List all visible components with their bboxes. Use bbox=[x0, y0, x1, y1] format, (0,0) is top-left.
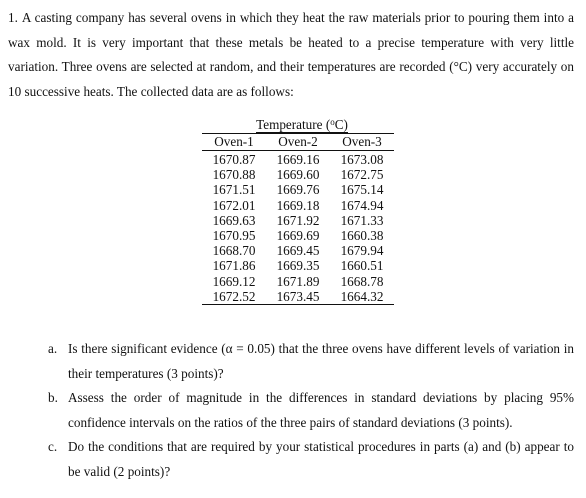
table-cell-oven-1: 1672.01 bbox=[212, 197, 256, 213]
question-list bbox=[48, 337, 574, 484]
table-cell-oven-1: 1668.70 bbox=[212, 243, 256, 259]
column-header-oven-1: Oven-1 bbox=[202, 134, 266, 151]
table-cell-oven-1: 1669.12 bbox=[212, 273, 256, 289]
table-cell-oven-2: 1671.89 bbox=[276, 273, 320, 289]
table-cell-oven-3: 1672.75 bbox=[340, 167, 384, 183]
problem-intro-text: A casting company has several ovens in which they heat the raw materials prior to pouring them into a wax mold. It is very important that these metals be heated to a precise temperature with very little variation. Three ovens are selected at random, and their temperatures are recorded (°C) very accurately on 10 successive heats. The collected data are as follows: bbox=[8, 10, 574, 99]
table-cell-oven-2: 1669.60 bbox=[276, 167, 320, 183]
table-row bbox=[202, 258, 394, 273]
table-cell-oven-2: 1669.76 bbox=[276, 182, 320, 198]
table-cell-oven-2: 1669.35 bbox=[276, 258, 320, 274]
table-header-row bbox=[202, 134, 394, 151]
table-row bbox=[202, 198, 394, 213]
table-cell-oven-1: 1671.86 bbox=[212, 258, 256, 274]
table-row bbox=[202, 289, 394, 305]
table-row bbox=[202, 228, 394, 243]
table-cell-oven-3: 1674.94 bbox=[340, 197, 384, 213]
table-caption-suffix: C) bbox=[334, 117, 348, 132]
table-cell-oven-3: 1675.14 bbox=[340, 182, 384, 198]
table-caption-prefix: Temperature ( bbox=[256, 117, 331, 132]
question-mark: b. bbox=[48, 390, 58, 405]
table-cell-oven-1: 1669.63 bbox=[212, 212, 256, 228]
table-cell-oven-1: 1670.88 bbox=[212, 167, 256, 183]
table-cell-oven-1: 1670.95 bbox=[212, 228, 256, 244]
table-row bbox=[202, 182, 394, 197]
question-mark: a. bbox=[48, 341, 58, 356]
table-row bbox=[202, 274, 394, 289]
temperature-table bbox=[202, 133, 394, 305]
table-cell-oven-1: 1672.52 bbox=[212, 288, 256, 304]
table-cell-oven-2: 1671.92 bbox=[276, 212, 320, 228]
column-header-oven-2: Oven-2 bbox=[266, 134, 330, 151]
table-cell-oven-2: 1669.45 bbox=[276, 243, 320, 259]
table-cell-oven-3: 1668.78 bbox=[340, 273, 384, 289]
table-cell-oven-3: 1673.08 bbox=[340, 152, 384, 168]
table-caption bbox=[206, 115, 398, 133]
question-text: Do the conditions that are required by your statistical procedures in parts (a) and (b) appear to be valid (2 points)? bbox=[68, 439, 574, 479]
table-cell-oven-2: 1669.69 bbox=[276, 228, 320, 244]
table-cell-oven-1: 1671.51 bbox=[212, 182, 256, 198]
question-text: Is there significant evidence (α = 0.05) that the three ovens have different levels of variation in their temperatures (3 points)? bbox=[68, 341, 574, 381]
question-mark: c. bbox=[48, 439, 58, 454]
table-cell-oven-2: 1673.45 bbox=[276, 288, 320, 304]
question-c bbox=[48, 435, 574, 484]
problem-number: 1. bbox=[8, 10, 18, 25]
table-row bbox=[202, 167, 394, 182]
table-cell-oven-3: 1671.33 bbox=[340, 212, 384, 228]
table-cell-oven-3: 1660.51 bbox=[340, 258, 384, 274]
question-b bbox=[48, 386, 574, 435]
table-cell-oven-3: 1664.32 bbox=[340, 288, 384, 304]
table-cell-oven-1: 1670.87 bbox=[212, 152, 256, 168]
table-row bbox=[202, 243, 394, 258]
problem-intro bbox=[8, 6, 574, 104]
question-text: Assess the order of magnitude in the differences in standard deviations by placing 95% confidence intervals on the ratios of the three pairs of standard deviations (3 points). bbox=[68, 390, 574, 430]
table-row bbox=[202, 151, 394, 168]
table-cell-oven-3: 1679.94 bbox=[340, 243, 384, 259]
temperature-table-block bbox=[202, 115, 394, 305]
table-row bbox=[202, 213, 394, 228]
table-cell-oven-2: 1669.18 bbox=[276, 197, 320, 213]
table-cell-oven-3: 1660.38 bbox=[340, 228, 384, 244]
table-cell-oven-2: 1669.16 bbox=[276, 152, 320, 168]
degree-symbol: o bbox=[330, 117, 335, 127]
question-a bbox=[48, 337, 574, 386]
column-header-oven-3: Oven-3 bbox=[330, 134, 394, 151]
table-body bbox=[202, 151, 394, 305]
